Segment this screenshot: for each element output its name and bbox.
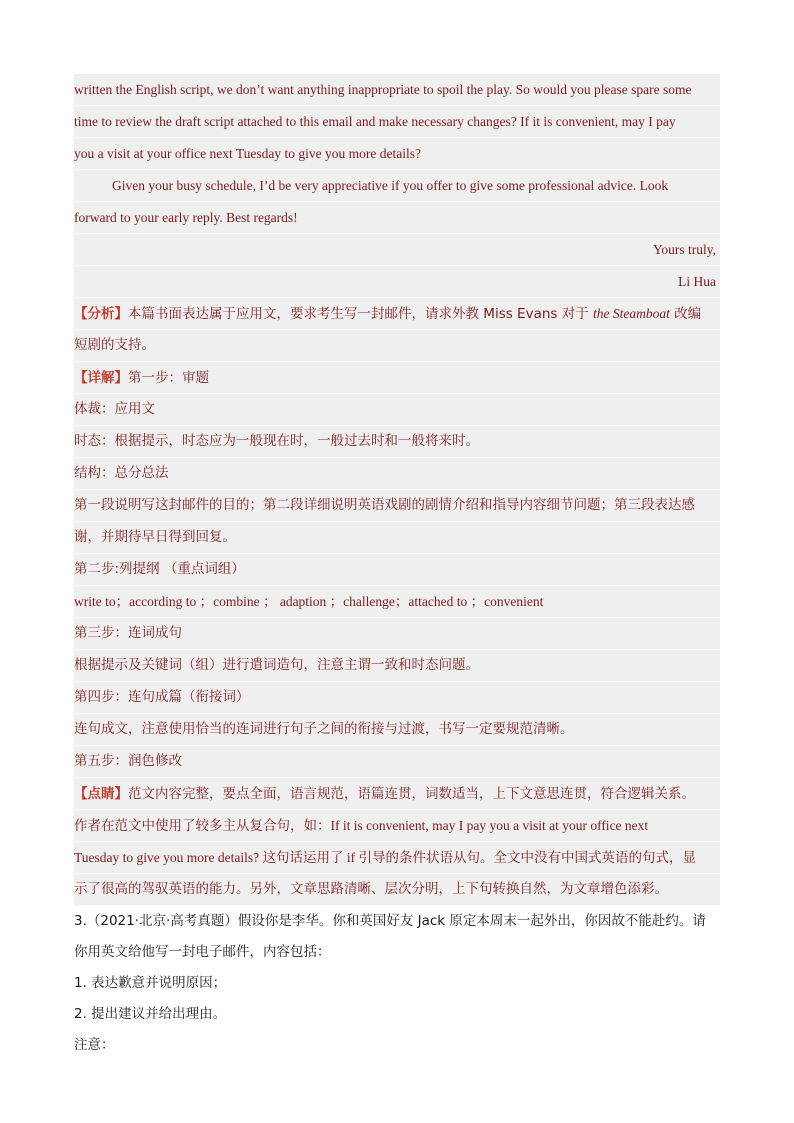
letter-signature: Li Hua xyxy=(74,266,720,298)
detail-step5: 第五步：润色修改 xyxy=(74,746,720,778)
detail-step1: 第一步：审题 xyxy=(128,370,209,386)
comment-line-3: Tuesday to give you more details? 这句话运用了 if 引导的条件状语从句。全文中没有中国式英语的句式，显 xyxy=(74,842,720,874)
letter-line-5: forward to your early reply. Best regards! xyxy=(74,202,720,234)
letter-closing: Yours truly, xyxy=(74,234,720,266)
question-3-line-2: 你用英文给他写一封电子邮件，内容包括： xyxy=(74,944,331,960)
detail-tag: 【详解】 xyxy=(74,370,128,386)
detail-para-1: 第一段说明写这封邮件的目的；第二段详细说明英语戏剧的剧情介绍和指导内容细节问题；第三段表达感 xyxy=(74,490,720,522)
letter-line-4: Given your busy schedule, I’d be very appreciative if you offer to give some professional advice. Look xyxy=(74,170,720,202)
detail-step4: 第四步：连句成篇（衔接词） xyxy=(74,682,720,714)
analysis-text-b: 改编 xyxy=(669,306,702,322)
question-3-line-1: 3.（2021·北京·高考真题）假设你是李华。你和英国好友 Jack 原定本周末一起外出，你因故不能赴约。请 xyxy=(74,913,706,929)
comment-line-2: 作者在范文中使用了较多主从复合句，如：If it is convenient, may I pay you a visit at your office next xyxy=(74,810,720,842)
comment-line-4: 示了很高的驾驭英语的能力。另外，文章思路清晰、层次分明，上下句转换自然，为文章增色添彩。 xyxy=(74,874,720,906)
detail-genre: 体裁：应用文 xyxy=(74,394,720,426)
document-page xyxy=(74,74,720,1061)
letter-line-1: written the English script, we don’t want anything inappropriate to spoil the play. So would you please spare some xyxy=(74,74,720,106)
detail-step4-text: 连句成文，注意使用恰当的连词进行句子之间的衔接与过渡，书写一定要规范清晰。 xyxy=(74,714,720,746)
letter-line-2: time to review the draft script attached to this email and make necessary changes? If it is convenient, may I pay xyxy=(74,106,720,138)
detail-step3: 第三步：连词成句 xyxy=(74,618,720,650)
detail-step2: 第二步:列提纲 （重点词组） xyxy=(74,554,720,586)
question-3-item-2: 2. 提出建议并给出理由。 xyxy=(74,1006,227,1022)
detail-tense: 时态：根据提示，时态应为一般现在时，一般过去时和一般将来时。 xyxy=(74,426,720,458)
detail-para-2: 谢，并期待早日得到回复。 xyxy=(74,522,720,554)
comment-tag: 【点睛】 xyxy=(74,786,128,802)
analysis-line-2: 短剧的支持。 xyxy=(74,330,720,362)
question-3-item-1: 1. 表达歉意并说明原因； xyxy=(74,975,227,991)
detail-step3-text: 根据提示及关键词（组）进行遣词造句，注意主谓一致和时态问题。 xyxy=(74,650,720,682)
letter-line-3: you a visit at your office next Tuesday to give you more details? xyxy=(74,138,720,170)
comment-text-1: 范文内容完整，要点全面，语言规范，语篇连贯，词数适当，上下文意思连贯，符合逻辑关系。 xyxy=(128,786,695,802)
analysis-text-a: 本篇书面表达属于应用文，要求考生写一封邮件，请求外教 Miss Evans 对于 xyxy=(128,306,594,322)
comment-line-1 xyxy=(74,778,720,810)
analysis-tag: 【分析】 xyxy=(74,306,128,322)
detail-phrases: write to；according to ；combine ； adaption ；challenge；attached to ；convenient xyxy=(74,586,720,618)
question-3-note: 注意： xyxy=(74,1037,115,1053)
detail-line-1 xyxy=(74,362,720,394)
analysis-title: the Steamboat xyxy=(593,306,670,321)
analysis-line-1 xyxy=(74,298,720,330)
detail-structure: 结构：总分总法 xyxy=(74,458,720,490)
